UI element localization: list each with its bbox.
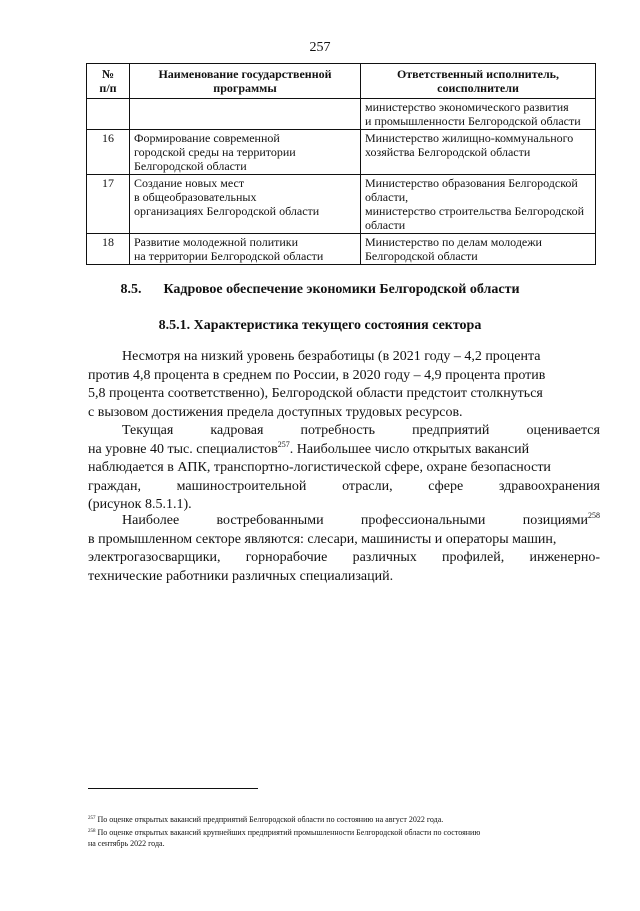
section-title: Кадровое обеспечение экономики Белгородской области [163, 282, 520, 297]
table-header-row [87, 64, 596, 99]
word: Наиболее [122, 513, 180, 528]
section-number: 8.5. [120, 282, 142, 297]
program-line: в общеобразовательных [134, 190, 257, 204]
row-num: 16 [87, 130, 130, 175]
footnote-mark: 257 [88, 816, 96, 821]
word [523, 512, 600, 531]
row-executor [361, 234, 596, 265]
paragraph-line [88, 512, 600, 531]
row-executor [361, 175, 596, 234]
subsection-heading: 8.5.1. Характеристика текущего состояния сектора [158, 318, 482, 333]
program-line: Белгородской области [134, 159, 247, 173]
row-num: 18 [87, 234, 130, 265]
footnote-ref: 258 [588, 511, 600, 520]
paragraph-line [88, 478, 600, 497]
programs-table [86, 63, 596, 265]
executor-line: области [365, 218, 406, 232]
header-executor [361, 64, 596, 99]
program-line: организациях Белгородской области [134, 204, 320, 218]
word: профилей, [441, 550, 505, 565]
word: различных [352, 550, 417, 565]
page-number: 257 [309, 40, 331, 55]
word: инженерно- [529, 550, 600, 565]
footnote-text: По оценке открытых вакансий предприятий Белгородской области по состоянию на август 2022 года. [97, 815, 444, 824]
word: здравоохранения [498, 478, 600, 494]
header-num [87, 64, 130, 99]
row-num: 17 [87, 175, 130, 234]
paragraph-line: наблюдается в АПК, транспортно-логистической сфере, охране безопасности [88, 460, 551, 475]
row-num [87, 99, 130, 130]
executor-line: хозяйства Белгородской области [365, 145, 531, 159]
paragraph-line: с вызовом достижения предела доступных трудовых ресурсов. [88, 404, 463, 420]
header-program-line: Наименование государственной [158, 67, 332, 81]
paragraph-line: 5,8 процента соответственно), Белгородской области предстоит столкнуться [88, 386, 543, 401]
program-line: Создание новых мест [134, 176, 245, 190]
word: предприятий [412, 423, 490, 438]
word: востребованными [216, 513, 324, 528]
header-program-line: программы [213, 81, 277, 95]
text-run: . Наибольшее число открытых вакансий [289, 441, 530, 457]
word: электрогазосварщики, [88, 550, 221, 565]
program-line: Формирование современной [134, 131, 280, 145]
word: сфере [428, 478, 464, 494]
row-program [130, 175, 361, 234]
header-num-line: п/п [99, 81, 117, 95]
footnote-text: По оценке открытых вакансий крупнейших предприятий промышленности Белгородской области по состоянию [97, 828, 481, 837]
paragraph-3 [88, 512, 600, 586]
executor-line: министерство экономического развития [365, 100, 569, 114]
header-num-line: № [101, 67, 115, 81]
header-executor-line: Ответственный исполнитель, [396, 67, 560, 81]
table-row [87, 234, 596, 265]
text-run: позициями [522, 513, 588, 528]
executor-line: Министерство образования Белгородской [365, 176, 578, 190]
footnote-line: на сентябрь 2022 года. [88, 839, 165, 848]
word: кадровая [210, 423, 264, 438]
executor-line: Белгородской области [365, 249, 478, 263]
paragraph-line: (рисунок 8.5.1.1). [88, 497, 192, 512]
paragraph-1 [88, 348, 600, 422]
table-row [87, 99, 596, 130]
footnote-ref: 257 [277, 439, 290, 449]
section-heading [0, 282, 640, 298]
paragraph-line: против 4,8 процента в среднем по России, в 2020 году – 4,9 процента против [88, 367, 546, 383]
footnote-257 [88, 814, 600, 825]
executor-line: области, [365, 190, 409, 204]
word: граждан, [88, 478, 141, 494]
executor-line: и промышленности Белгородской области [365, 114, 581, 128]
row-program [130, 234, 361, 265]
footnote-mark: 258 [88, 829, 96, 834]
word: отрасли, [342, 478, 393, 494]
footnote-258 [88, 827, 600, 849]
program-line: на территории Белгородской области [134, 249, 324, 263]
word: оценивается [526, 423, 600, 438]
footnotes [88, 814, 600, 849]
program-line: Развитие молодежной политики [134, 235, 299, 249]
header-executor-line: соисполнители [437, 81, 519, 95]
word: потребность [300, 423, 376, 438]
paragraph-2 [88, 422, 600, 515]
footnote-divider [88, 788, 258, 789]
executor-line: Министерство жилищно-коммунального [365, 131, 574, 145]
paragraph-line: технические работники различных специализаций. [88, 568, 394, 584]
header-program [130, 64, 361, 99]
text-run: на уровне 40 тыс. специалистов [88, 441, 278, 457]
row-program [130, 130, 361, 175]
word: профессиональными [360, 513, 486, 528]
row-executor [361, 99, 596, 130]
table-row [87, 130, 596, 175]
program-line: городской среды на территории [134, 145, 296, 159]
paragraph-line [88, 441, 600, 460]
executor-line: Министерство по делам молодежи [365, 235, 542, 249]
row-program [130, 99, 361, 130]
paragraph-line: в промышленном секторе являются: слесари, машинисты и операторы машин, [88, 531, 557, 547]
row-executor [361, 130, 596, 175]
paragraph-line: Несмотря на низкий уровень безработицы (в 2021 году – 4,2 процента [122, 349, 541, 364]
footnote-mark-wrap [88, 827, 480, 838]
paragraph-line [88, 549, 600, 568]
table-row [87, 175, 596, 234]
word: горнорабочие [245, 550, 328, 565]
executor-line: министерство строительства Белгородской [365, 204, 585, 218]
footnote-line [88, 827, 600, 838]
paragraph-line [88, 422, 600, 441]
word: машиностроительной [176, 478, 307, 494]
word: Текущая [122, 423, 174, 438]
